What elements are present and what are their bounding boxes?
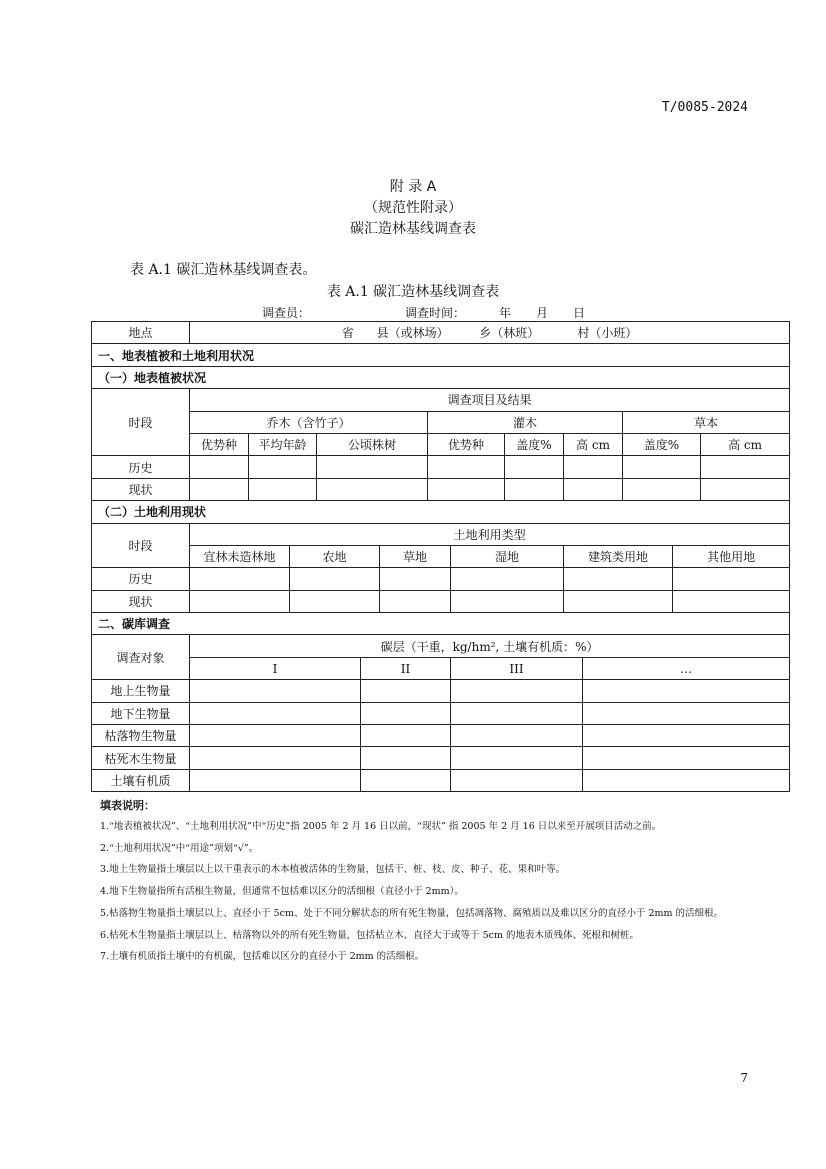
section-title: 一、地表植被和土地利用状况: [92, 344, 790, 366]
land-type-label: 土地利用类型: [190, 523, 790, 545]
table-cell: [290, 568, 380, 590]
column-header: I: [190, 657, 361, 679]
object-label: 调查对象: [92, 635, 190, 680]
location-label: 地点: [92, 322, 190, 344]
column-header: II: [361, 657, 451, 679]
table-cell: [505, 478, 564, 500]
column-header: III: [451, 657, 583, 679]
intro-text: 表 A.1 碳汇造林基线调查表。: [130, 262, 317, 278]
row-label: 现状: [92, 478, 190, 500]
column-header: 盖度%: [623, 433, 701, 455]
column-header: 平均年龄: [249, 433, 317, 455]
row-label: 地上生物量: [92, 680, 190, 702]
section-title: （一）地表植被状况: [92, 366, 790, 388]
column-header: …: [583, 657, 790, 679]
table-cell: [583, 769, 790, 791]
column-header: 农地: [290, 545, 380, 567]
column-header: 宜林未造林地: [190, 545, 290, 567]
location-row: [92, 322, 790, 344]
table-cell: [623, 456, 701, 478]
note-item: 3.地上生物量指土壤层以上以干重表示的木本植被活体的生物量，包括干、桩、枝、皮、种子、花、果和叶等。: [100, 864, 566, 876]
note-item: 2.“土地利用状况”中“用途”项划“√”。: [100, 842, 259, 854]
note-item: 5.枯落物生物量指土壤层以上、直径小于 5cm、处于不同分解状态的所有死生物量，包括凋落物、腐殖质以及难以区分的直径小于 2mm 的活细根。: [100, 907, 724, 919]
period-label: 时段: [92, 523, 190, 568]
survey-items-label: 调查项目及结果: [190, 389, 790, 411]
land-header-row: [92, 523, 790, 545]
appendix-title: 附 录 A: [389, 179, 437, 195]
table-cell: [451, 702, 583, 724]
table-row: [92, 590, 790, 612]
table-cell: [701, 456, 790, 478]
table-cell: [701, 478, 790, 500]
row-label: 现状: [92, 590, 190, 612]
table-cell: [190, 456, 249, 478]
column-header: 其他用地: [673, 545, 790, 567]
survey-month-label: 月: [536, 306, 549, 320]
table-cell: [564, 590, 673, 612]
column-header: 优势种: [190, 433, 249, 455]
surveyor-label: 调查员：: [262, 306, 311, 320]
column-header: 盖度%: [505, 433, 564, 455]
table-caption: 表 A.1 碳汇造林基线调查表: [326, 284, 500, 300]
row-label: 历史: [92, 568, 190, 590]
table-cell: [190, 568, 290, 590]
table-cell: [317, 478, 428, 500]
row-label: 历史: [92, 456, 190, 478]
column-header: 建筑类用地: [564, 545, 673, 567]
veg-column-row: [92, 433, 790, 455]
table-cell: [190, 747, 361, 769]
table-cell: [583, 747, 790, 769]
appendix-name: 碳汇造林基线调查表: [350, 221, 476, 237]
section-title: （二）土地利用现状: [92, 501, 790, 523]
table-cell: [190, 769, 361, 791]
table-row: [92, 725, 790, 747]
section-row: [92, 501, 790, 523]
table-cell: [451, 725, 583, 747]
table-cell: [190, 478, 249, 500]
table-cell: [361, 725, 451, 747]
veg-group-row: [92, 411, 790, 433]
section-row: [92, 613, 790, 635]
table-cell: [505, 456, 564, 478]
row-label: 地下生物量: [92, 702, 190, 724]
section-title: 二、碳库调查: [92, 613, 790, 635]
table-cell: [673, 590, 790, 612]
period-label: 时段: [92, 389, 190, 456]
table-cell: [673, 568, 790, 590]
table-cell: [190, 725, 361, 747]
survey-time-label: 调查时间：: [405, 306, 466, 320]
table-cell: [451, 769, 583, 791]
table-row: [92, 747, 790, 769]
fill-instructions: [100, 797, 750, 972]
column-header: 公顷株树: [317, 433, 428, 455]
table-cell: [623, 478, 701, 500]
land-column-row: [92, 545, 790, 567]
baseline-survey-table: [91, 321, 790, 792]
table-cell: [361, 747, 451, 769]
table-cell: [451, 590, 564, 612]
surveyor-line: [262, 304, 585, 321]
veg-header-row: [92, 389, 790, 411]
table-row: [92, 769, 790, 791]
table-cell: [583, 702, 790, 724]
table-cell: [361, 680, 451, 702]
note-item: 7.土壤有机质指土壤中的有机碳，包括难以区分的直径小于 2mm 的活细根。: [100, 951, 425, 963]
section-row: [92, 366, 790, 388]
column-header: 高 cm: [564, 433, 623, 455]
table-cell: [583, 725, 790, 747]
table-cell: [317, 456, 428, 478]
table-cell: [190, 680, 361, 702]
row-label: 土壤有机质: [92, 769, 190, 791]
note-item: 4.地下生物量指所有活根生物量，但通常不包括难以区分的活细根（直径小于 2mm）。: [100, 886, 464, 898]
column-header: 高 cm: [701, 433, 790, 455]
page-number: 7: [740, 1071, 748, 1085]
table-row: [92, 680, 790, 702]
location-value: 省 县（或林场） 乡（林班） 村（小班）: [190, 322, 790, 344]
column-header: 优势种: [428, 433, 505, 455]
carbon-layer-label: 碳层（干重，kg/hm², 土壤有机质：%）: [190, 635, 790, 657]
table-cell: [428, 478, 505, 500]
appendix-type: （规范性附录）: [364, 200, 462, 216]
column-header: 湿地: [451, 545, 564, 567]
table-cell: [361, 769, 451, 791]
table-cell: [564, 456, 623, 478]
table-cell: [380, 568, 451, 590]
carbon-column-row: [92, 657, 790, 679]
table-cell: [361, 702, 451, 724]
table-cell: [564, 568, 673, 590]
carbon-header-row: [92, 635, 790, 657]
section-row: [92, 344, 790, 366]
document-code: T/0085-2024: [661, 100, 748, 115]
table-cell: [249, 456, 317, 478]
table-cell: [190, 590, 290, 612]
column-header: 草地: [380, 545, 451, 567]
row-label: 枯死木生物量: [92, 747, 190, 769]
survey-day-label: 日: [573, 306, 586, 320]
table-cell: [583, 680, 790, 702]
group-label: 灌木: [428, 411, 623, 433]
group-label: 草本: [623, 411, 790, 433]
table-cell: [380, 590, 451, 612]
table-row: [92, 478, 790, 500]
table-cell: [451, 680, 583, 702]
table-cell: [290, 590, 380, 612]
table-row: [92, 702, 790, 724]
table-cell: [428, 456, 505, 478]
table-cell: [190, 702, 361, 724]
note-item: 1.“地表植被状况”、“土地利用状况”中“历史”指 2005 年 2 月 16 日以前，“现状” 指 2005 年 2 月 16 日以来至开展项目活动之前。: [100, 821, 662, 833]
table-cell: [451, 747, 583, 769]
row-label: 枯落物生物量: [92, 725, 190, 747]
notes-title: 填表说明：: [100, 799, 155, 812]
table-cell: [249, 478, 317, 500]
table-row: [92, 456, 790, 478]
table-cell: [451, 568, 564, 590]
note-item: 6.枯死木生物量指土壤层以上、枯落物以外的所有死生物量，包括枯立木、直径大于或等于 5cm 的地表木质残体、死根和树桩。: [100, 929, 639, 941]
table-cell: [564, 478, 623, 500]
group-label: 乔木（含竹子）: [190, 411, 428, 433]
survey-year-label: 年: [499, 306, 512, 320]
table-row: [92, 568, 790, 590]
